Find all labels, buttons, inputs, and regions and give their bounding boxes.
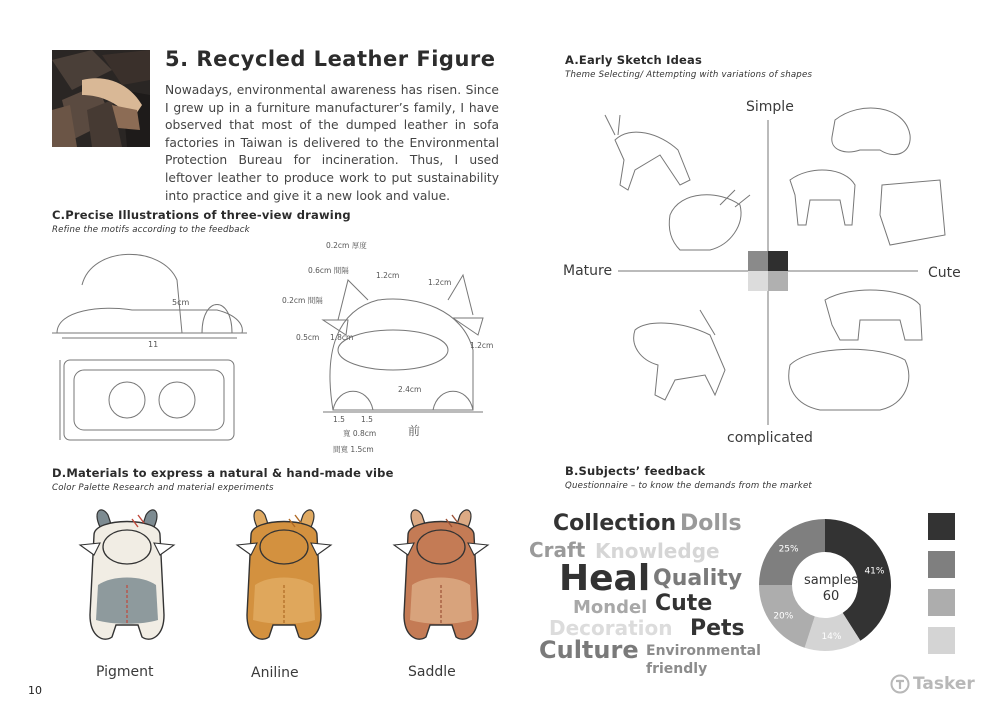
svg-text:1.2cm: 1.2cm (428, 278, 452, 287)
word-craft: Craft (529, 538, 586, 562)
svg-text:0.2cm 厚度: 0.2cm 厚度 (326, 241, 367, 250)
word-heal: Heal (559, 558, 651, 599)
axis-label-simple: Simple (746, 99, 794, 115)
cute-sketch-4 (825, 290, 922, 340)
svg-text:間寬 1.5cm: 間寬 1.5cm (333, 445, 374, 454)
tasker-logo (890, 674, 975, 694)
chart-legend (928, 513, 956, 658)
page-number: 10 (28, 684, 42, 697)
section-b-heading: B.Subjects’ feedback (565, 464, 706, 478)
donut-label-3: 25% (778, 544, 799, 555)
material-figure-saddle (386, 505, 496, 655)
materials-row (72, 505, 492, 685)
word-decoration: Decoration (549, 616, 673, 640)
word-quality: Quality (653, 566, 743, 591)
legend-swatch-2 (928, 589, 955, 616)
three-view-drawing-front (278, 240, 498, 455)
svg-text:寬 0.8cm: 寬 0.8cm (343, 429, 377, 438)
word-friendly: friendly (646, 661, 708, 677)
svg-text:11: 11 (148, 340, 159, 349)
svg-text:1.5: 1.5 (361, 415, 373, 424)
section-d-subtitle: Color Palette Research and material experiments (52, 483, 274, 493)
section-a-subtitle: Theme Selecting/ Attempting with variations of shapes (565, 70, 813, 80)
material-label-pigment: Pigment (96, 664, 154, 680)
section-c-subtitle: Refine the motifs according to the feedback (52, 225, 250, 235)
donut-label-1: 14% (821, 632, 842, 643)
donut-center-title: samples (803, 573, 859, 588)
quadrant-diagram (560, 95, 980, 455)
cute-sketch-2 (790, 170, 855, 225)
word-collection: Collection (553, 511, 677, 536)
legend-swatch-3 (928, 627, 955, 654)
donut-center-value: 60 (822, 589, 840, 604)
tasker-logo-text: Tasker (913, 674, 975, 694)
svg-text:5cm: 5cm (172, 298, 190, 307)
word-mondel: Mondel (573, 597, 648, 618)
donut-center-label (796, 573, 866, 605)
word-culture: Culture (539, 636, 639, 664)
legend-swatch-1 (928, 551, 955, 578)
svg-text:1.2cm: 1.2cm (470, 341, 494, 350)
material-figure-aniline (229, 505, 339, 655)
word-pets: Pets (690, 616, 745, 641)
axis-label-complicated: complicated (727, 430, 813, 446)
cute-sketch-3 (880, 180, 945, 245)
donut-label-0: 41% (864, 566, 885, 577)
page-title: 5. Recycled Leather Figure (165, 47, 496, 71)
axis-label-mature: Mature (563, 263, 613, 279)
tasker-logo-icon (890, 674, 910, 694)
svg-text:0.6cm 間隔: 0.6cm 間隔 (308, 266, 349, 275)
material-figure-pigment (72, 505, 182, 655)
legend-swatch-0 (928, 513, 955, 540)
svg-text:0.2cm 間隔: 0.2cm 間隔 (282, 296, 323, 305)
leather-scraps-photo (52, 50, 150, 147)
word-dolls: Dolls (680, 511, 742, 536)
three-view-drawing-side-top (52, 240, 252, 450)
material-label-aniline: Aniline (251, 665, 299, 681)
bull-sketch-1 (615, 132, 690, 190)
svg-text:2.4cm: 2.4cm (398, 385, 422, 394)
svg-text:1.5: 1.5 (333, 415, 345, 424)
cute-sketch-5 (789, 349, 909, 410)
bull-sketch-3 (634, 323, 725, 400)
word-knowledge: Knowledge (595, 539, 720, 563)
section-d-heading: D.Materials to express a natural & hand-made vibe (52, 466, 394, 480)
material-label-saddle: Saddle (408, 664, 456, 680)
cute-sketch-1 (832, 108, 910, 155)
section-b-subtitle: Questionnaire – to know the demands from the market (565, 481, 813, 491)
section-a-heading: A.Early Sketch Ideas (565, 53, 703, 67)
svg-text:1.2cm: 1.2cm (376, 271, 400, 280)
word-environmental: Environmental (646, 643, 761, 659)
word-cute: Cute (655, 591, 713, 616)
donut-label-2: 20% (773, 611, 794, 622)
svg-text:前: 前 (408, 424, 421, 438)
section-c-heading: C.Precise Illustrations of three-view drawing (52, 208, 351, 222)
bull-sketch-2 (669, 195, 741, 250)
svg-text:0.5cm: 0.5cm (296, 333, 320, 342)
word-cloud (525, 505, 765, 685)
svg-text:1.8cm: 1.8cm (330, 333, 354, 342)
intro-paragraph: Nowadays, environmental awareness has risen. Since I grew up in a furniture manufacturer’s family, I have observed that most of the dumped leather in sofa factories in Taiwan is delivered to the Environmental Protection Bureau for incineration. Thus, I used leftover leather to produce work to put sustainability into practice and give it a new look and value. (165, 83, 499, 203)
axis-label-cute: Cute (928, 265, 961, 281)
